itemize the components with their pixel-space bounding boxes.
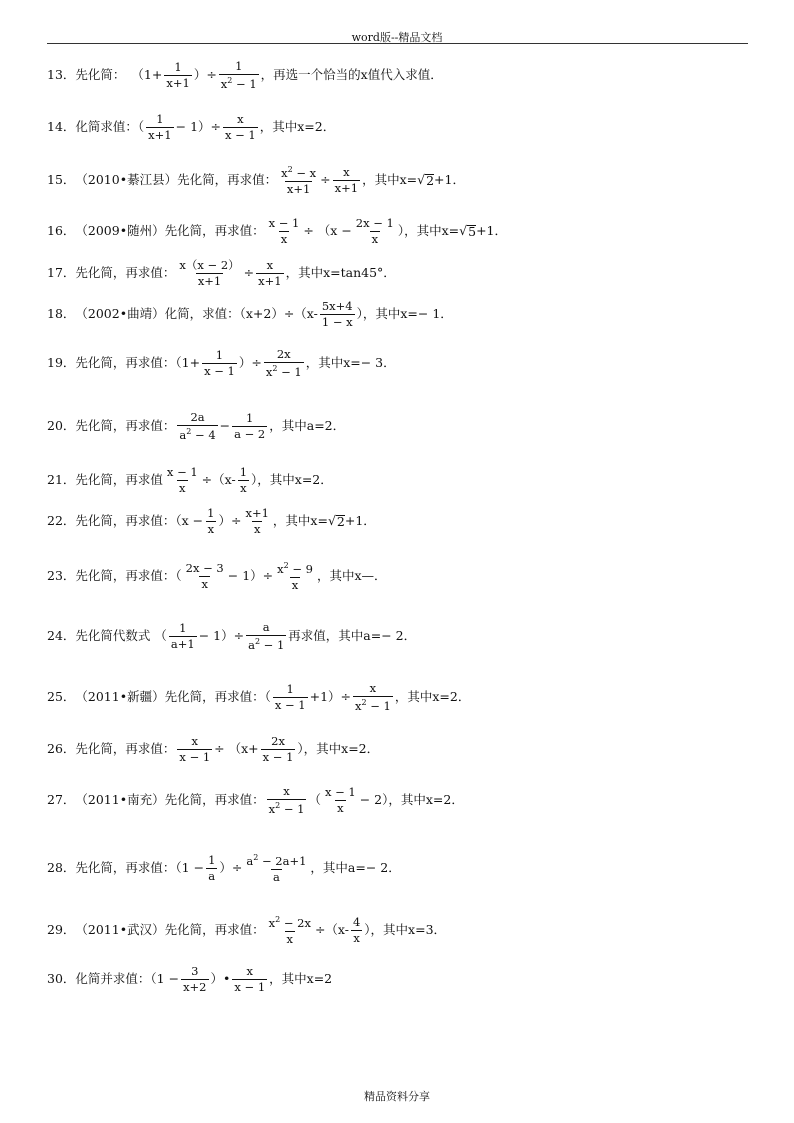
- expr-part: ，其中x=2．: [259, 119, 336, 135]
- problem-text: （2011•南充）先化简，再求值：: [75, 792, 265, 808]
- problem-25: [47, 682, 470, 713]
- problem-number: 16．: [47, 223, 76, 239]
- problem-text: 先化简，再求值：: [75, 265, 176, 281]
- problem-text: 化简并求值：（1 −: [75, 971, 180, 987]
- expr-part: − 2），其中x=2．: [359, 792, 464, 808]
- expr-part: − 1）÷: [175, 119, 221, 135]
- numerator: x: [237, 112, 244, 126]
- expr-part: 再求值，其中a=− 2．: [288, 628, 417, 644]
- sqrt-radicand: 2: [426, 172, 435, 188]
- problem-21: [47, 466, 333, 495]
- denominator: x: [179, 481, 186, 496]
- numerator: 1: [174, 59, 182, 74]
- numerator: x: [369, 681, 377, 695]
- problem-text: （2011•武汉）先化简，再求值：: [75, 922, 265, 938]
- fraction: [232, 412, 267, 441]
- denominator: x+1: [166, 76, 190, 91]
- denominator: a − 2: [234, 427, 266, 442]
- problem-number: 13．: [47, 67, 76, 83]
- denominator: x − 1: [179, 750, 211, 765]
- problem-29: [47, 915, 446, 946]
- sqrt-radicand: 5: [468, 223, 477, 239]
- sqrt-sign: √: [417, 172, 426, 188]
- numerator: 1: [239, 465, 248, 479]
- denominator: x+1: [148, 128, 172, 143]
- numerator: $x^2 - 9$: [277, 561, 313, 576]
- problem-20: [47, 411, 345, 442]
- problem-18: [47, 300, 453, 329]
- fraction: [206, 854, 217, 883]
- expr-part: ÷ （x −: [303, 223, 352, 239]
- expr-part: −: [219, 418, 231, 434]
- problem-30: [47, 965, 332, 994]
- problem-16: [47, 217, 507, 246]
- denominator: x: [207, 522, 215, 537]
- expr-part: ），其中x=− 1．: [356, 306, 453, 322]
- problem-number: 24．: [47, 628, 76, 644]
- numerator: 1: [208, 852, 216, 867]
- denominator: x − 1: [234, 980, 266, 995]
- problem-number: 18．: [47, 306, 76, 322]
- fraction: [275, 561, 315, 592]
- expr-part: ÷（x-: [314, 922, 349, 938]
- expr-part: ）÷: [219, 860, 243, 876]
- fraction: [273, 683, 308, 712]
- numerator: x（x − 2）: [179, 258, 240, 272]
- numerator: 2x − 1: [355, 216, 394, 230]
- problem-number: 17．: [47, 265, 76, 281]
- sqrt-radicand: 2: [336, 513, 345, 529]
- expr-part: ，其中x=2: [269, 971, 333, 987]
- expr-part: ）÷: [193, 67, 217, 83]
- numerator: $a^2 - 2a+1$: [246, 853, 307, 868]
- fraction: [323, 786, 358, 815]
- fraction: [177, 735, 212, 764]
- denominator: x: [337, 801, 344, 816]
- sqrt-sign: √: [327, 513, 336, 529]
- numerator: x: [266, 258, 274, 272]
- problem-text: 先化简代数式 （: [75, 628, 167, 644]
- fraction: [353, 682, 393, 713]
- expr-part: ）÷: [218, 513, 242, 529]
- problem-number: 28．: [47, 860, 76, 876]
- problem-23: [47, 561, 387, 592]
- expr-part: ÷ （x+: [214, 741, 259, 757]
- denominator: x: [371, 232, 379, 247]
- problem-text: 化简求值：（: [75, 119, 145, 135]
- expr-part: ），其中x=2．: [297, 741, 380, 757]
- problem-text: 先化简，再求值：（: [75, 568, 182, 584]
- numerator: 2x − 3: [185, 560, 224, 575]
- numerator: 4: [352, 914, 361, 929]
- expr-part: ）•: [210, 971, 231, 987]
- page-header: word版--精品文档: [351, 31, 443, 44]
- problem-text: 先化简，再求值：（1+: [75, 355, 201, 371]
- problem-13: [47, 60, 443, 91]
- denominator: x+1: [258, 274, 282, 289]
- problem-number: 20．: [47, 418, 76, 434]
- numerator: x − 1: [268, 216, 300, 230]
- expr-part: ，再选一个恰当的x值代入求值．: [260, 67, 443, 83]
- problem-number: 26．: [47, 741, 76, 757]
- numerator: 2x: [276, 347, 291, 361]
- denominator: 1 − x: [321, 315, 353, 330]
- problem-number: 29．: [47, 922, 76, 938]
- fraction: [181, 965, 208, 994]
- problem-15: [47, 165, 465, 196]
- problem-14: [47, 113, 335, 142]
- fraction: [351, 916, 362, 945]
- problem-text: 先化简：: [75, 67, 126, 83]
- problem-text: 先化简，再求值：: [75, 741, 176, 757]
- expr-part: +1．: [344, 513, 376, 529]
- numerator: 1: [246, 410, 254, 425]
- denominator: $x^2 - 1$: [268, 801, 305, 817]
- problem-number: 30．: [47, 971, 76, 987]
- denominator: x − 1: [225, 128, 256, 143]
- expr-part: ÷（x-: [201, 472, 236, 488]
- denominator: x: [253, 522, 261, 537]
- fraction: [267, 785, 307, 816]
- denominator: a: [208, 869, 216, 884]
- problem-number: 15．: [47, 172, 76, 188]
- fraction: [256, 259, 283, 288]
- fraction: [264, 348, 304, 379]
- denominator: $x^2 - 1$: [265, 364, 302, 380]
- problem-number: 27．: [47, 792, 76, 808]
- numerator: x: [246, 964, 254, 978]
- expr-part: ，其中x=tan45°．: [285, 265, 396, 281]
- expr-part: − 1）÷: [227, 568, 274, 584]
- expr-part: （1+: [131, 67, 163, 83]
- problem-text: （2010•綦江县）先化简，再求值：: [75, 172, 278, 188]
- expr-part: +1．: [434, 172, 465, 188]
- expr-part: +1）÷: [309, 689, 351, 705]
- expr-part: ，其中x=2．: [394, 689, 471, 705]
- expr-part: ），其中x=3．: [364, 922, 447, 938]
- denominator: x − 1: [274, 698, 306, 713]
- numerator: 1: [207, 506, 215, 520]
- fraction: [238, 466, 249, 495]
- expr-part: +1．: [476, 223, 508, 239]
- denominator: $x^2 - 1$: [220, 76, 257, 92]
- denominator: $a^2 - 4$: [179, 427, 216, 443]
- fraction: [333, 166, 360, 195]
- numerator: 2a: [190, 410, 205, 424]
- expr-part: ，其中x=− 3．: [305, 355, 396, 371]
- problem-26: [47, 735, 379, 764]
- denominator: x: [280, 232, 288, 247]
- denominator: x − 1: [262, 750, 294, 765]
- expr-part: ÷: [320, 172, 331, 188]
- problem-19: [47, 348, 396, 379]
- problem-number: 23．: [47, 568, 76, 584]
- denominator: x − 1: [204, 364, 235, 379]
- numerator: 1: [235, 59, 243, 73]
- problem-28: [47, 853, 401, 884]
- denominator: x+2: [183, 980, 207, 995]
- numerator: x − 1: [166, 465, 198, 479]
- fraction: [202, 349, 237, 378]
- numerator: $x^2 - 2x$: [268, 915, 311, 930]
- fraction: [261, 735, 296, 764]
- denominator: x: [291, 578, 299, 593]
- problem-number: 22．: [47, 513, 76, 529]
- numerator: a: [262, 620, 270, 634]
- problem-text: （2009•随州）先化简，再求值：: [75, 223, 265, 239]
- fraction: [246, 621, 286, 652]
- problem-number: 21．: [47, 472, 76, 488]
- fraction: [244, 853, 308, 884]
- expr-part: − 1）÷: [198, 628, 245, 644]
- sqrt-sign: √: [459, 223, 468, 239]
- denominator: $x^2 - 1$: [355, 698, 391, 714]
- problem-24: [47, 621, 416, 652]
- denominator: x+1: [334, 181, 359, 196]
- fraction: [177, 411, 217, 442]
- numerator: x+1: [245, 506, 269, 520]
- problem-22: [47, 507, 376, 536]
- fraction: [354, 217, 396, 246]
- fraction: [232, 965, 267, 994]
- numerator: 5x+4: [321, 299, 353, 313]
- expr-part: （: [308, 792, 321, 808]
- numerator: x: [343, 164, 350, 179]
- problem-27: [47, 785, 464, 816]
- problem-text: 先化简，再求值: [75, 472, 163, 488]
- problem-text: （2002•曲靖）化简，求值：（x+2）÷（x-: [75, 306, 318, 322]
- numerator: x: [283, 784, 290, 798]
- fraction: [320, 300, 355, 329]
- numerator: 1: [286, 681, 294, 696]
- numerator: x: [191, 734, 199, 748]
- expr-part: ），其中x=: [397, 223, 460, 239]
- problem-text: 先化简，再求值：（1 −: [75, 860, 205, 876]
- fraction: [177, 259, 241, 288]
- denominator: a+1: [170, 637, 195, 652]
- denominator: a: [272, 870, 280, 885]
- fraction: [267, 915, 313, 946]
- fraction: [219, 60, 259, 91]
- problem-number: 25．: [47, 689, 76, 705]
- expr-part: ，其中x—．: [316, 568, 387, 584]
- denominator: x: [201, 577, 208, 592]
- fraction: [205, 507, 216, 536]
- numerator: 1: [215, 347, 224, 362]
- numerator: 1: [156, 112, 164, 126]
- denominator: $a^2 - 1$: [248, 637, 285, 653]
- problem-number: 19．: [47, 355, 76, 371]
- expr-part: ÷: [243, 265, 255, 281]
- fraction: [165, 466, 200, 495]
- expr-part: ）÷: [238, 355, 262, 371]
- numerator: 1: [179, 620, 187, 635]
- fraction: [164, 61, 191, 90]
- page-footer: 精品资料分享: [364, 1090, 430, 1103]
- problem-17: [47, 259, 396, 288]
- denominator: x+1: [286, 182, 311, 197]
- fraction: [169, 622, 197, 651]
- fraction: [267, 217, 302, 246]
- fraction: [146, 113, 173, 142]
- expr-part: ，其中x=: [362, 172, 418, 188]
- denominator: x: [286, 932, 294, 947]
- fraction: [184, 562, 226, 591]
- denominator: x: [240, 481, 247, 496]
- expr-part: ），其中x=2．: [251, 472, 333, 488]
- fraction: [243, 507, 270, 536]
- denominator: x: [353, 931, 360, 946]
- expr-part: ，其中x=: [272, 513, 328, 529]
- problem-text: （2011•新疆）先化简，再求值：（: [75, 689, 271, 705]
- header-rule: [47, 43, 748, 44]
- fraction: [223, 113, 258, 142]
- denominator: x+1: [197, 274, 222, 289]
- numerator: 3: [191, 964, 199, 978]
- problem-number: 14．: [47, 119, 76, 135]
- expr-part: ，其中a=2．: [269, 418, 346, 434]
- problem-text: 先化简，再求值：（x −: [75, 513, 204, 529]
- numerator: x − 1: [324, 784, 356, 799]
- fraction: [279, 165, 318, 196]
- problem-text: 先化简，再求值：: [75, 418, 176, 434]
- numerator: 2x: [271, 734, 285, 748]
- expr-part: ，其中a=− 2．: [310, 860, 401, 876]
- numerator: $x^2 - x$: [281, 165, 317, 180]
